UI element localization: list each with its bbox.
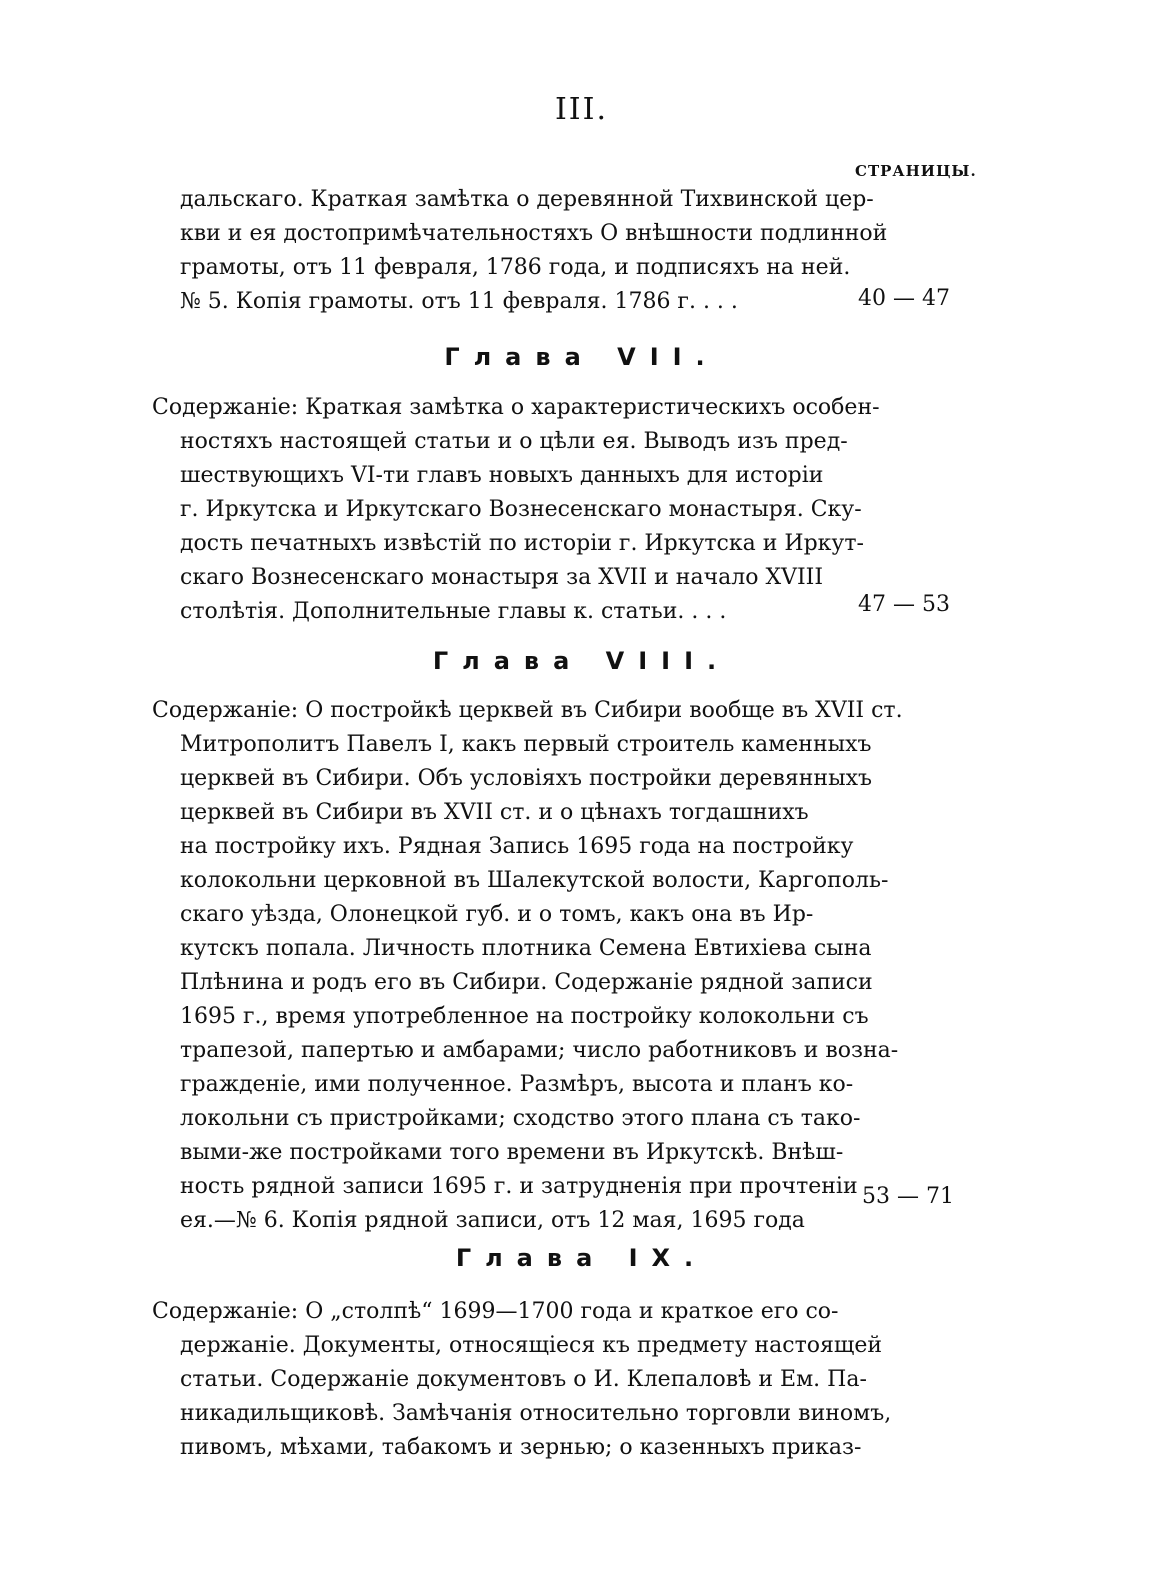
text-line: столѣтія. Дополнительные главы к. статьи. . . . <box>180 599 727 624</box>
text-line: шествующихъ VI-ти главъ новыхъ данныхъ для исторіи <box>180 463 824 488</box>
text-line: грамоты, отъ 11 февраля, 1786 года, и подписяхъ на ней. <box>180 255 851 280</box>
text-line: Содержаніе: Краткая замѣтка о характеристическихъ особен- <box>152 395 880 420</box>
page-range: 47 — 53 <box>858 592 950 617</box>
text-line: Митрополитъ Павелъ I, какъ первый строитель каменныхъ <box>180 732 872 757</box>
text-line: ность рядной записи 1695 г. и затрудненія при прочтеніи <box>180 1174 858 1199</box>
text-line: статьи. Содержаніе документовъ о И. Клепаловѣ и Ем. Па- <box>180 1367 867 1392</box>
text-line: держаніе. Документы, относящіеся къ предмету настоящей <box>180 1333 883 1358</box>
text-line: кви и ея достопримѣчательностяхъ О внѣшности подлинной <box>180 221 888 246</box>
chapter-heading: Глава VIII. <box>432 647 731 675</box>
text-line: 1695 г., время употребленное на постройку колокольни съ <box>180 1004 869 1029</box>
text-line: скаго уѣзда, Олонецкой губ. и о томъ, какъ она въ Ир- <box>180 902 814 927</box>
text-line: на постройку ихъ. Рядная Запись 1695 года на постройку <box>180 834 854 859</box>
text-line: № 5. Копія грамоты. отъ 11 февраля. 1786 г. . . . <box>180 289 738 314</box>
text-line: церквей въ Сибири. Объ условіяхъ постройки деревянныхъ <box>180 766 873 791</box>
text-line: пивомъ, мѣхами, табакомъ и зернью; о казенныхъ приказ- <box>180 1435 862 1460</box>
text-line: церквей въ Сибири въ XVII ст. и о цѣнахъ тогдашнихъ <box>180 800 809 825</box>
page-range: 53 — 71 <box>862 1184 954 1209</box>
text-line: трапезой, папертью и амбарами; число работниковъ и возна- <box>180 1038 899 1063</box>
text-line: скаго Вознесенскаго монастыря за XVII и начало XVIII <box>180 565 824 590</box>
page-number: III. <box>554 92 609 127</box>
text-line: ея.—№ 6. Копія рядной записи, отъ 12 мая, 1695 года <box>180 1208 805 1233</box>
text-line: кутскъ попала. Личность плотника Семена Евтихіева сына <box>180 936 872 961</box>
text-line: выми-же постройками того времени въ Иркутскѣ. Внѣш- <box>180 1140 844 1165</box>
page-range: 40 — 47 <box>858 286 950 311</box>
text-line: Содержаніе: О „столпѣ“ 1699—1700 года и краткое его со- <box>152 1299 839 1324</box>
text-line: ностяхъ настоящей статьи и о цѣли ея. Выводъ изъ пред- <box>180 429 848 454</box>
text-line: дость печатныхъ извѣстій по исторіи г. Иркутска и Иркут- <box>180 531 864 556</box>
pages-column-header: СТРАНИЦЫ. <box>855 162 977 180</box>
text-line: г. Иркутска и Иркутскаго Вознесенскаго монастыря. Ску- <box>180 497 862 522</box>
text-line: Содержаніе: О постройкѣ церквей въ Сибири вообще въ XVII ст. <box>152 698 903 723</box>
text-line: колокольни церковной въ Шалекутской волости, Каргополь- <box>180 868 889 893</box>
text-line: гражденіе, ими полученное. Размѣръ, высота и планъ ко- <box>180 1072 854 1097</box>
text-line: дальскаго. Краткая замѣтка о деревянной Тихвинской цер- <box>180 187 874 212</box>
text-line: локольни съ пристройками; сходство этого плана съ тако- <box>180 1106 861 1131</box>
text-line: Плѣнина и родъ его въ Сибири. Содержаніе рядной записи <box>180 970 873 995</box>
chapter-heading: Глава VII. <box>444 343 719 371</box>
chapter-heading: Глава IX. <box>455 1244 708 1272</box>
text-line: никадильщиковѣ. Замѣчанія относительно торговли виномъ, <box>180 1401 892 1426</box>
